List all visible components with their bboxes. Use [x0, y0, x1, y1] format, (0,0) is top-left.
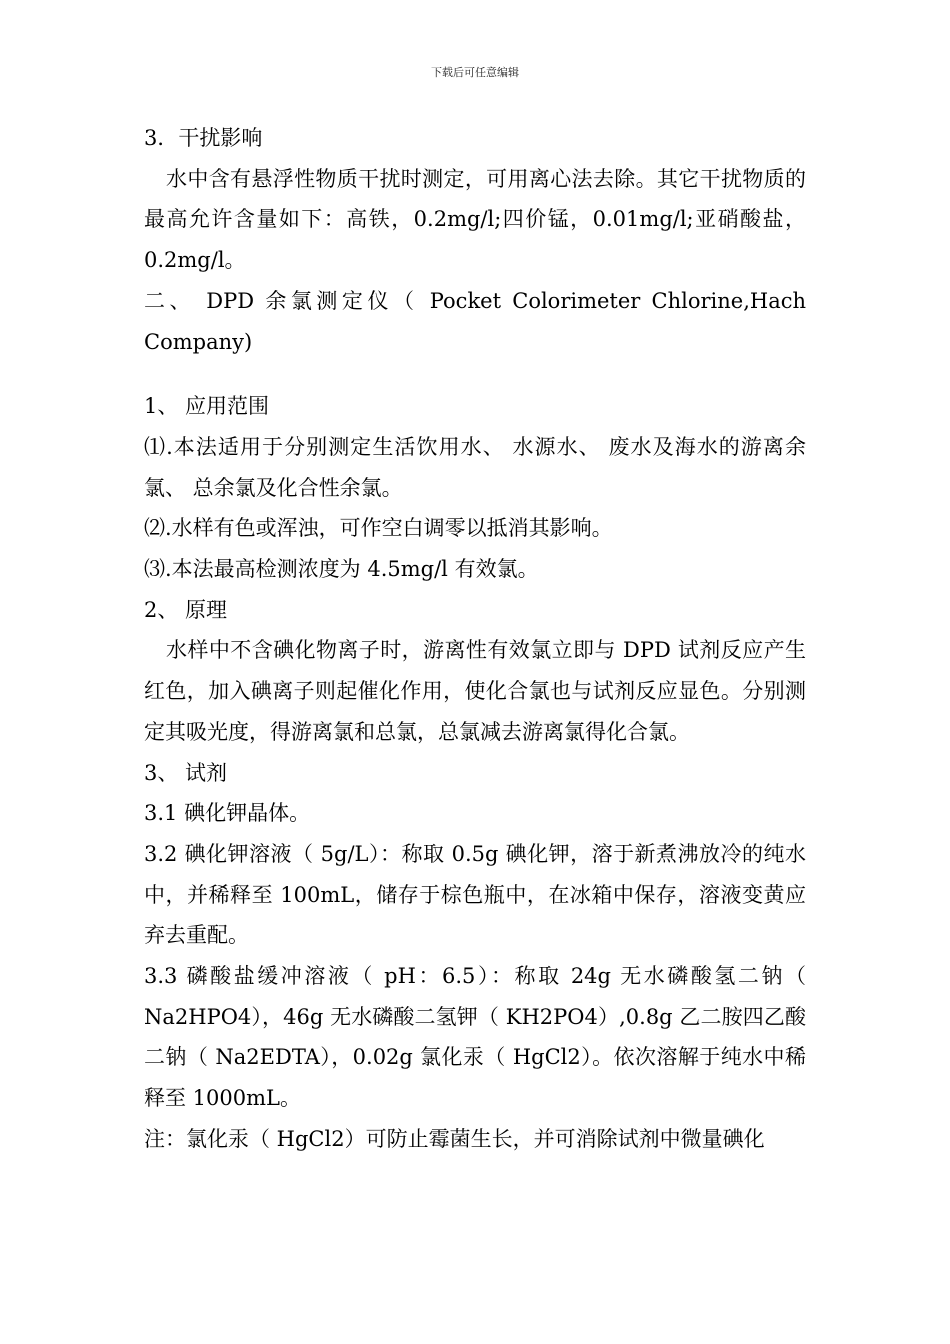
reagent-item-3-3: 3.3 磷酸盐缓冲溶液（ pH：6.5）：称取 24g 无水磷酸氢二钠（ Na2HPO4），46g 无水磷酸二氢钾（ KH2PO4）,0.8g 乙二胺四乙酸二钠（ Na2EDTA），0.02g 氯化汞（ HgCl2）。依次溶解于纯水中稀释至 1000mL。: [144, 964, 806, 1111]
section-heading-dpd-instrument: 二、 DPD 余氯测定仪（ Pocket Colorimeter Chlorine,Hach Company): [144, 288, 806, 354]
note-paragraph: 注：氯化汞（ HgCl2）可防止霉菌生长，并可消除试剂中微量碘化: [144, 1126, 765, 1151]
section-heading-interference: 3．干扰影响: [144, 126, 263, 150]
paragraph-principle: 水样中不含碘化物离子时，游离性有效氯立即与 DPD 试剂反应产生红色，加入碘离子则起催化作用，使化合氯也与试剂反应显色。分别测定其吸光度，得游离氯和总氯，总氯减去游离氯得化合氯。: [144, 638, 806, 744]
section-heading-scope: 1、 应用范围: [144, 394, 270, 419]
section-heading-principle: 2、 原理: [144, 597, 228, 622]
section-heading-reagents: 3、 试剂: [144, 760, 228, 785]
list-item-scope-3: ⑶.本法最高检测浓度为 4.5mg/l 有效氯。: [144, 557, 539, 582]
blank-line: [144, 362, 806, 386]
paragraph-interference: 水中含有悬浮性物质干扰时测定，可用离心法去除。其它干扰物质的最高允许含量如下：高铁，0.2mg/l;四价锰，0.01mg/l;亚硝酸盐，0.2mg/l。: [144, 166, 806, 273]
document-body: [144, 118, 806, 1160]
list-item-scope-2: ⑵.水样有色或浑浊，可作空白调零以抵消其影响。: [144, 516, 613, 541]
list-item-scope-1: ⑴.本法适用于分别测定生活饮用水、 水源水、 废水及海水的游离余氯、 总余氯及化合性余氯。: [144, 434, 806, 500]
reagent-item-3-2: 3.2 碘化钾溶液（ 5g/L）：称取 0.5g 碘化钾，溶于新煮沸放冷的纯水中，并稀释至 100mL，储存于棕色瓶中，在冰箱中保存，溶液变黄应弃去重配。: [144, 841, 806, 948]
page-header: 下载后可任意编辑: [431, 66, 519, 79]
reagent-item-3-1: 3.1 碘化钾晶体。: [144, 801, 311, 826]
